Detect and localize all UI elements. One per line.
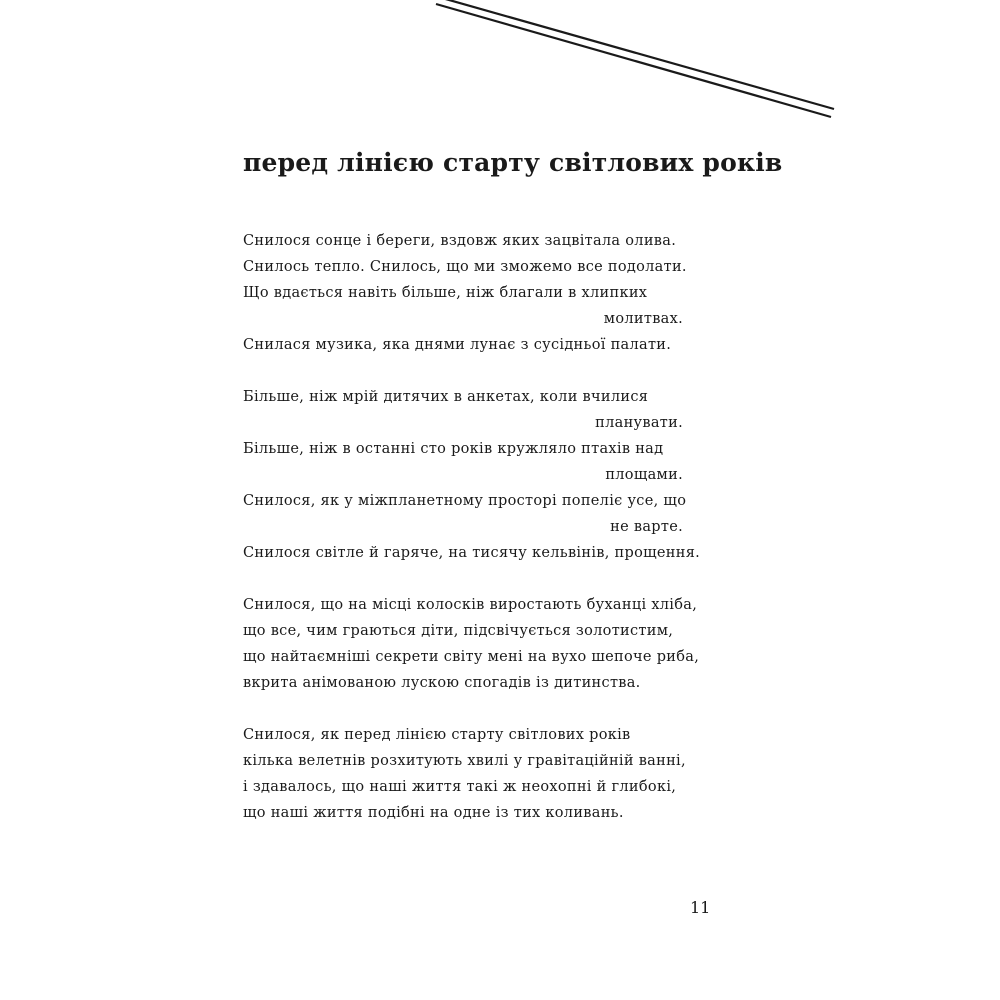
poem-line: Снилося світле й гаряче, на тисячу кельвінів, прощення. [243, 545, 701, 561]
poem-line: що найтаємніші секрети світу мені на вухо шепоче риба, [243, 649, 700, 665]
poem-line: Снилося сонце і береги, вздовж яких зацвітала олива. [243, 233, 677, 249]
poem-line: Снилася музика, яка днями лунає з сусідньої палати. [243, 337, 672, 353]
stanza-4 [243, 722, 686, 826]
stanza-3 [243, 592, 700, 696]
poem-line-continuation: не варте. [610, 519, 683, 535]
poem-line: що наші життя подібні на одне із тих коливань. [243, 805, 624, 821]
poem-body [243, 228, 701, 852]
poem-title: перед лінією старту світлових років [243, 148, 783, 177]
poem-line: Більше, ніж в останні сто років кружляло птахів над [243, 441, 664, 457]
poem-line: і здавалось, що наші життя такі ж неохопні й глибокі, [243, 779, 677, 795]
poem-line: Снилося, як перед лінією старту світлових років [243, 727, 631, 743]
poem-line: Снилося, як у міжпланетному просторі попеліє усе, що [243, 493, 687, 509]
poem-line: Більше, ніж мрій дитячих в анкетах, коли вчилися [243, 389, 649, 405]
poem-line-continuation: планувати. [595, 415, 683, 431]
poem-line-continuation: молитвах. [603, 311, 683, 327]
poem-line-continuation: площами. [605, 467, 683, 483]
stanza-1 [243, 228, 687, 358]
diagonal-line-upper [442, 0, 834, 109]
diagonal-line-lower [436, 4, 831, 117]
poem-line: вкрита анімованою лускою спогадів із дитинства. [243, 675, 641, 691]
poem-line: Снилось тепло. Снилось, що ми зможемо все подолати. [243, 259, 687, 275]
poem-line: кілька велетнів розхитують хвилі у гравітаційній ванні, [243, 753, 686, 769]
poem-line: Снилося, що на місці колосків виростають буханці хліба, [243, 597, 698, 613]
poem-line: Що вдається навіть більше, ніж благали в хлипких [243, 285, 648, 301]
stanza-2 [243, 384, 701, 566]
page-number: 11 [690, 898, 711, 917]
poem-line: що все, чим граються діти, підсвічується золотистим, [243, 623, 674, 639]
